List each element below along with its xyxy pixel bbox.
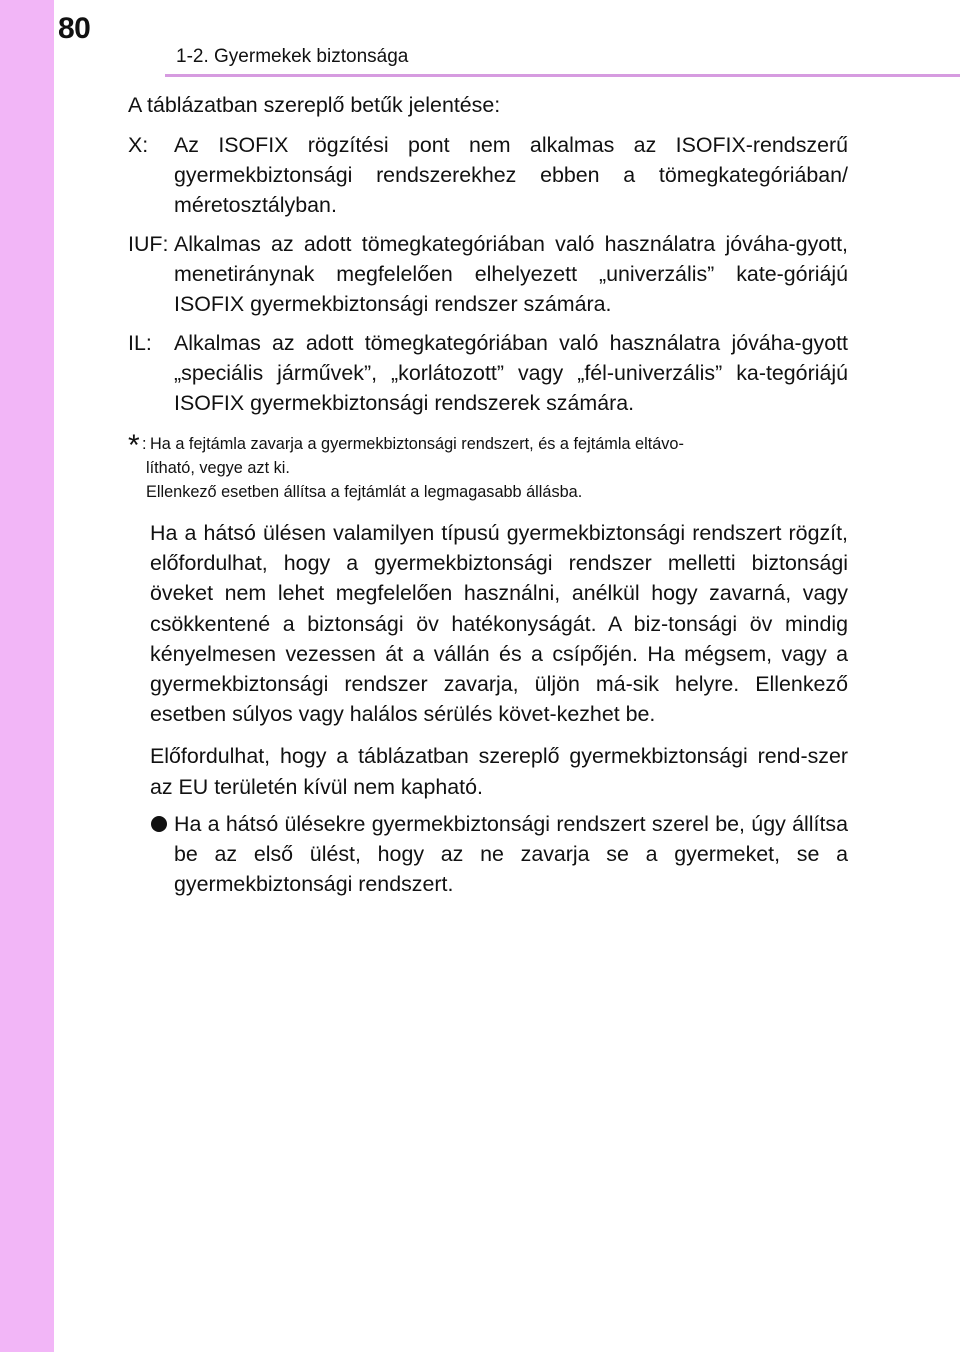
footnote-line: lítható, vegye azt ki. [146,459,290,477]
definition-description: Az ISOFIX rögzítési pont nem alkalmas az ISOFIX-rendszerű gyermekbiztonsági rendszerekhez ebben a tömegkategóriában/ méretosztályban. [174,133,848,217]
definition-iuf [128,229,848,319]
definition-il [128,328,848,418]
header-divider [165,74,960,77]
body-paragraph: Ha a hátsó ülésen valamilyen típusú gyermekbiztonsági rendszert rögzít, előfordulhat, hogy a gyermekbiztonsági rendszer melletti biztonsági öveket nem lehet megfelelően használni, anélkül hogy zavarná, vagy csökkentené a biztonsági öv hatékonyságát. A biz-tonsági öv mindig kényelmesen vezessen át a vállán és a csípőjén. Ha mégsem, vagy a gyermekbiztonsági rendszer zavarja, üljön má-sik helyre. Ellenkező esetben súlyos vagy halálos sérülés követ-kezhet be. [150,521,848,727]
definition-term: X: [128,133,149,157]
footnote-body [146,432,848,504]
definition-term: IUF: [128,232,169,256]
definition-term: IL: [128,331,152,355]
section-title: 1-2. Gyermekek biztonsága [176,46,409,67]
definition-description: Alkalmas az adott tömegkategóriában való használatra jóváha-gyott „speciális járművek”, „korlátozott” vagy „fél-univerzális” ka-tegóriájú ISOFIX gyermekbiztonsági rendszerek számára. [174,331,848,415]
bullet-dot-icon [150,809,174,899]
bullet-text: Ha a hátsó ülésekre gyermekbiztonsági rendszert szerel be, úgy állítsa be az első ülést, hogy az ne zavarja se a gyermeket, se a gyermekbiztonsági rendszert. [174,811,848,896]
footnote-line: Ellenkező esetben állítsa a fejtámlát a legmagasabb állásba. [146,483,583,501]
chapter-sidebar-tab [0,0,54,1352]
intro-text: A táblázatban szereplő betűk jelentése: [128,93,501,117]
definition-description: Alkalmas az adott tömegkategóriában való használatra jóváha-gyott, menetiránynak megfelelően elhelyezett „univerzális” kate-góriájú ISOFIX gyermekbiztonsági rendszer számára. [174,232,848,316]
footnote-marker: * [128,429,140,462]
definition-x [128,130,848,220]
body-paragraph: Előfordulhat, hogy a táblázatban szereplő gyermekbiztonsági rend-szer az EU területén kívül nem kapható. [150,744,848,799]
footnote [128,429,848,504]
page-number: 80 [58,12,91,45]
page-content [128,90,848,899]
bullet-item [150,809,848,899]
footnote-colon: : [142,435,147,453]
footnote-line: Ha a fejtámla zavarja a gyermekbiztonsági rendszert, és a fejtámla eltávo- [150,435,684,453]
